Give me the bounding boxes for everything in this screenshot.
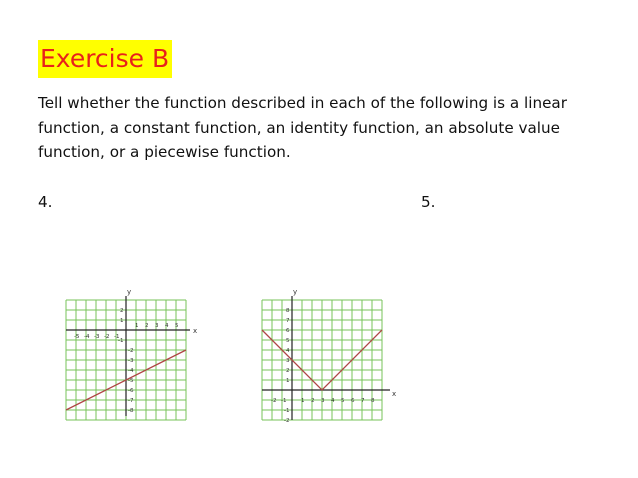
y-tick-label: 7	[286, 318, 290, 324]
x-tick-label: 3	[155, 323, 159, 329]
x-tick-label: 2	[145, 323, 149, 329]
x-tick-label: 1	[135, 323, 139, 329]
x-tick-label: 8	[371, 398, 375, 404]
y-tick-label: -5	[128, 378, 134, 384]
x-tick-label: -4	[84, 334, 90, 340]
y-tick-label: 2	[286, 368, 290, 374]
x-tick-label: -1	[114, 334, 120, 340]
graph-5-y-tick-labels	[284, 308, 290, 424]
y-tick-label: 8	[286, 308, 290, 314]
y-tick-label: -2	[284, 418, 290, 424]
y-tick-label: -7	[128, 398, 134, 404]
x-tick-label: 7	[361, 398, 365, 404]
y-tick-label: -4	[128, 368, 134, 374]
graph-4	[66, 288, 198, 426]
graph-5-x-axis-label: x	[392, 390, 397, 398]
instructions-text: Tell whether the function described in each of the following is a linear function, a constant function, an identity function, an absolute value function, or a piecewise function.	[38, 94, 567, 161]
x-tick-label: -1	[281, 398, 287, 404]
y-tick-label: 5	[286, 338, 290, 344]
y-tick-label: -2	[128, 348, 134, 354]
y-tick-label: 2	[120, 308, 124, 314]
graph-4-y-axis-label: y	[127, 288, 132, 296]
problem-5-number: 5.	[421, 193, 436, 211]
y-tick-label: -3	[128, 358, 134, 364]
y-tick-label: 4	[286, 348, 290, 354]
graph-5-y-axis-label: y	[293, 288, 298, 296]
y-tick-label: -6	[128, 388, 134, 394]
graph-4-x-axis-label: x	[193, 327, 198, 335]
x-tick-label: -3	[94, 334, 100, 340]
x-tick-label: 1	[301, 398, 305, 404]
x-tick-label: 3	[321, 398, 325, 404]
y-tick-label: -1	[118, 338, 124, 344]
x-tick-label: 4	[331, 398, 335, 404]
y-tick-label: -1	[284, 408, 290, 414]
graph-5	[262, 288, 397, 428]
x-tick-label: -2	[271, 398, 277, 404]
slide-title: Exercise B	[38, 40, 172, 78]
y-tick-label: 6	[286, 328, 290, 334]
graph-5-x-tick-labels	[271, 398, 375, 404]
x-tick-label: 4	[165, 323, 169, 329]
x-tick-label: 2	[311, 398, 315, 404]
x-tick-label: -5	[74, 334, 80, 340]
x-tick-label: 5	[175, 323, 179, 329]
y-tick-label: 1	[120, 318, 124, 324]
y-tick-label: -8	[128, 408, 134, 414]
x-tick-label: 5	[341, 398, 345, 404]
x-tick-label: -2	[104, 334, 110, 340]
problem-4-number: 4.	[38, 193, 53, 211]
y-tick-label: 1	[286, 378, 290, 384]
x-tick-label: 6	[351, 398, 355, 404]
y-tick-label: 3	[286, 358, 290, 364]
